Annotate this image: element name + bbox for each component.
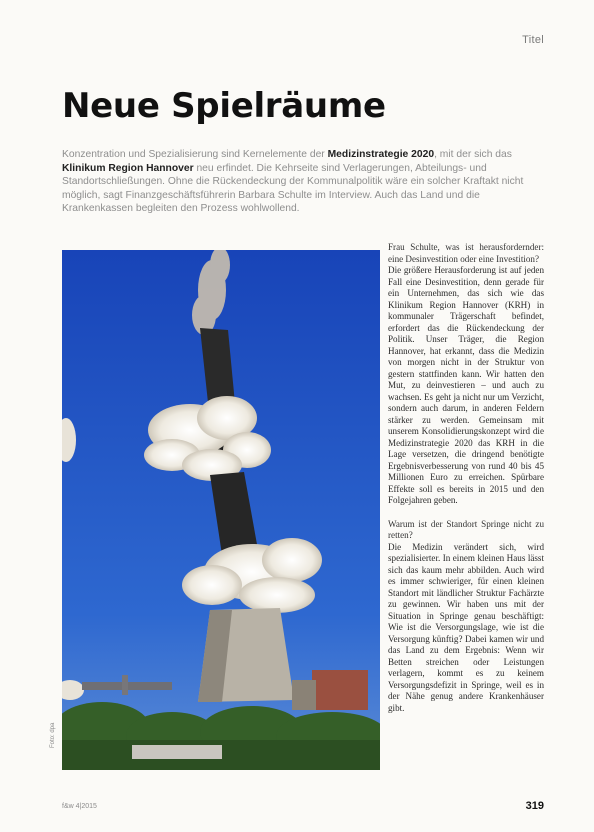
section-label: Titel — [522, 34, 544, 46]
lead-text: Konzentration und Spezialisierung sind Kernelemente der — [62, 149, 328, 160]
lead-text: neu erfindet. Die Kehrseite sind Verlagerungen, Abteilungs- und Standortschließungen. Ohne die Rückendeckung der Kommunalpolitik wäre ein solcher Kraftakt nicht möglich, sagt Finanzgeschäftsführerin Barbara Schulte im Interview. Auch das Land und die Krankenkassen begleiten den Prozess wohlwollend. — [62, 162, 524, 215]
interview-answer-2: Die Medizin verändert sich, wird spezialisierter. In einem kleinen Haus lässt sich das kaum mehr abbilden. Auch wird es immer schwieriger, für einen kleinen Standort mit ländlicher Struktur Fachärzte zu gewinnen. Wir haben uns mit der Situation in Springe genau beschäftigt: Wie ist die Versorgungslage, wie ist die Versorgung künftig? Dabei kamen wir und das Land zu dem Ergebnis: Wenn wir Betten streichen oder Leistungen verlagern, kommt es zu keinem Versorgungsdefizit in Springe, weil es in der Nähe genug andere Krankenhäuser gibt. — [388, 541, 544, 713]
issue-label: f&w 4|2015 — [62, 803, 97, 810]
interview-text — [388, 242, 544, 714]
page-title: Neue Spielräume — [62, 86, 386, 126]
lead-highlight-clinic: Klinikum Region Hannover — [62, 162, 194, 174]
interview-question-2: Warum ist der Standort Springe nicht zu retten? — [388, 518, 544, 540]
photo-credit: Foto: dpa — [50, 722, 56, 748]
lead-highlight-strategy: Medizinstrategie 2020 — [327, 149, 435, 160]
cooling-tower-demolition-image — [62, 250, 380, 770]
interview-question-1: Frau Schulte, was ist herausfordernder: eine Desinvestition oder eine Investition? — [388, 242, 544, 264]
page-number: 319 — [525, 800, 544, 812]
demolition-photo — [62, 250, 380, 770]
lead-paragraph — [62, 148, 548, 216]
interview-answer-1: Die größere Herausforderung ist auf jeden Fall eine Desinvestition, denn gerade für ein Unternehmen, das sich wie das Klinikum Region Hannover (KRH) in kommunaler Trägerschaft befindet, erfordert das die Rückendeckung der Politik. Unser Träger, die Region Hannover, hat erkannt, dass die Medizin von morgen nicht in der Struktur von gestern stattfinden kann. Wir hatten den Mut, zu deinvestieren – und auch zu wachsen. Es geht ja nicht nur um Verzicht, sondern auch darum, in anderen Feldern stärker zu werden. Gemeinsam mit unserem Konsolidierungskonzept wird die Medizinstrategie 2020 das KRH in die Lage versetzen, die dringend benötigte Ergebnisverbesserung von rund 40 bis 45 Millionen Euro zu erreichen. Spürbare Effekte soll es bereits in 2015 und den Folgejahren geben. — [388, 265, 544, 505]
lead-text: , mit der sich das — [434, 149, 512, 160]
